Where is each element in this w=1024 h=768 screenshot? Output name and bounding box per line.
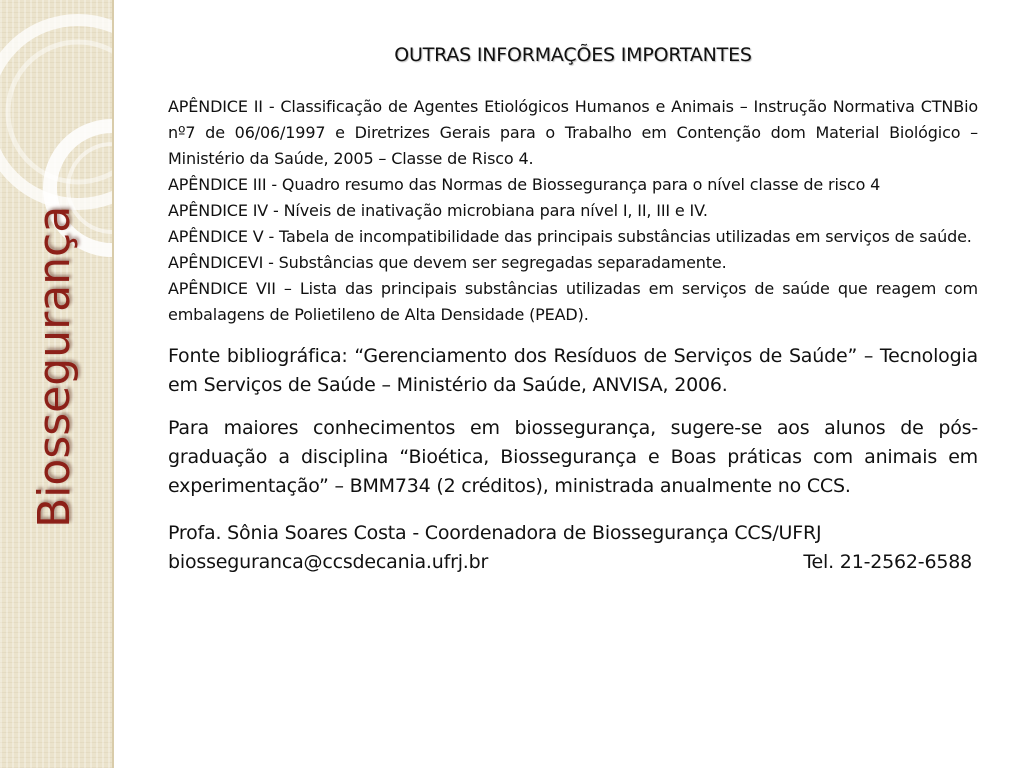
- appendix-vii: APÊNDICE VII – Lista das principais substâncias utilizadas em serviços de saúde que reagem com embalagens de Polietileno de Alta Densidade (PEAD).: [168, 279, 978, 324]
- appendix-list: [168, 94, 978, 328]
- sidebar-title: Biossegurança: [29, 205, 80, 528]
- sidebar: [0, 0, 114, 768]
- appendix-iii: APÊNDICE III - Quadro resumo das Normas de Biossegurança para o nível classe de risco 4: [168, 175, 881, 194]
- slide-content: [168, 40, 978, 577]
- contact-email: biosseguranca@ccsdecania.ufrj.br: [168, 551, 489, 573]
- page-title: OUTRAS INFORMAÇÕES IMPORTANTES: [394, 44, 752, 66]
- contact-row: [168, 548, 978, 577]
- contact-block: [168, 519, 978, 577]
- course-recommendation: Para maiores conhecimentos em biossegurança, sugere-se aos alunos de pós-graduação a disciplina “Bioética, Biossegurança e Boas práticas com animais em experimentação” – BMM734 (2 créditos), ministrada anualmente no CCS.: [168, 417, 978, 497]
- appendix-vi: APÊNDICEVI - Substâncias que devem ser segregadas separadamente.: [168, 253, 727, 272]
- appendix-iv: APÊNDICE IV - Níveis de inativação microbiana para nível I, II, III e IV.: [168, 201, 708, 220]
- coordinator-line: Profa. Sônia Soares Costa - Coordenadora de Biossegurança CCS/UFRJ: [168, 522, 822, 544]
- appendix-ii: APÊNDICE II - Classificação de Agentes Etiológicos Humanos e Animais – Instrução Normativa CTNBio nº7 de 06/06/1997 e Diretrizes Gerais para o Trabalho em Contenção dom Material Biológico – Ministério da Saúde, 2005 – Classe de Risco 4.: [168, 97, 978, 168]
- contact-phone: Tel. 21-2562-6588: [803, 551, 972, 573]
- source-reference: Fonte bibliográfica: “Gerenciamento dos Resíduos de Serviços de Saúde” – Tecnologia em Serviços de Saúde – Ministério da Saúde, ANVISA, 2006.: [168, 345, 978, 396]
- appendix-v: APÊNDICE V - Tabela de incompatibilidade das principais substâncias utilizadas em serviços de saúde.: [168, 227, 972, 246]
